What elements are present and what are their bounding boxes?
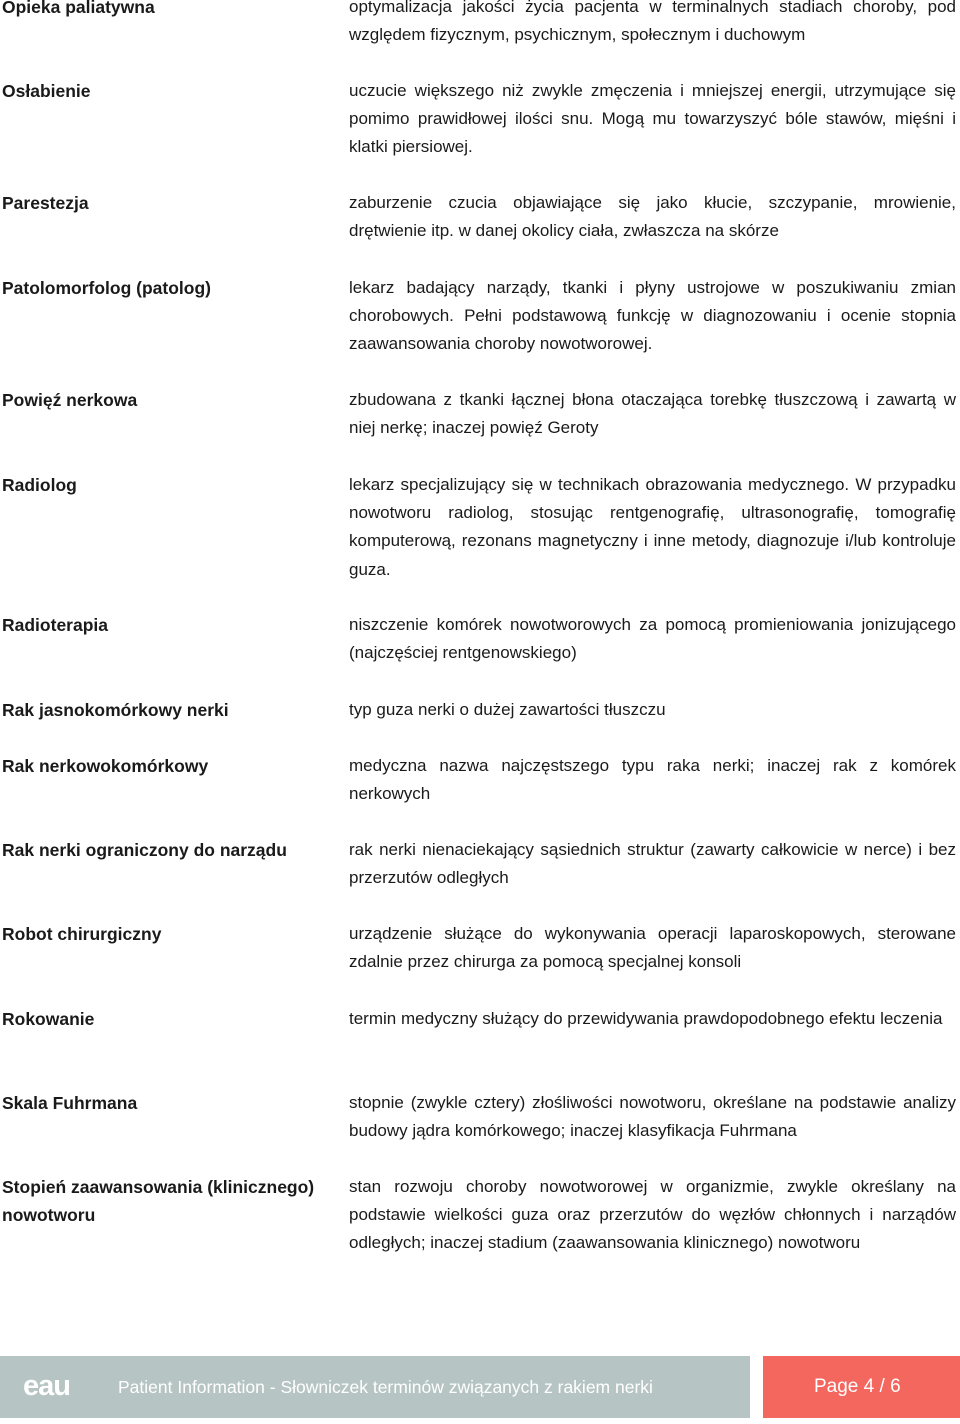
glossary-definition: stopnie (zwykle cztery) złośliwości nowotworu, określane na podstawie analizy budowy jądra komórkowego; inaczej klasyfikacja Fuhrmana <box>349 1093 956 1141</box>
footer-page-box <box>763 1356 960 1418</box>
glossary-term: Rak nerki ograniczony do narządu <box>2 840 287 860</box>
glossary-term: Radioterapia <box>2 615 108 635</box>
glossary-definition: optymalizacja jakości życia pacjenta w terminalnych stadiach choroby, pod względem fizycznym, psychicznym, społecznym i duchowym <box>349 0 956 45</box>
page-current: 4 <box>863 1376 875 1397</box>
glossary-term: Radiolog <box>2 475 77 495</box>
glossary-definition: zaburzenie czucia objawiające się jako kłucie, szczypanie, mrowienie, drętwienie itp. w danej okolicy ciała, zwłaszcza na skórze <box>349 193 956 241</box>
page-footer <box>0 1356 960 1418</box>
glossary-term: Osłabienie <box>2 81 91 101</box>
glossary-term: Patolomorfolog (patolog) <box>2 278 211 298</box>
glossary-definition: medyczna nazwa najczęstszego typu raka nerki; inaczej rak z komórek nerkowych <box>349 756 956 804</box>
page-total: 6 <box>890 1376 901 1397</box>
footer-title-bar <box>0 1356 750 1418</box>
page-label: Page <box>814 1376 859 1397</box>
glossary-definition: zbudowana z tkanki łącznej błona otaczająca torebkę tłuszczową i zawartą w niej nerkę; inaczej powięź Geroty <box>349 390 956 438</box>
glossary-definition: uczucie większego niż zwykle zmęczenia i mniejszej energii, utrzymujące się pomimo prawidłowej ilości snu. Mogą mu towarzyszyć bóle stawów, mięśni i klatki piersiowej. <box>349 81 956 157</box>
glossary-term: Rokowanie <box>2 1009 95 1029</box>
page-indicator <box>814 1356 901 1418</box>
glossary-definition: rak nerki nienaciekający sąsiednich struktur (zawarty całkowicie w nerce) i bez przerzutów odległych <box>349 840 956 888</box>
footer-document-title: Patient Information - Słowniczek terminów związanych z rakiem nerki <box>118 1377 653 1397</box>
glossary-definition: lekarz badający narządy, tkanki i płyny ustrojowe w poszukiwaniu zmian chorobowych. Pełni podstawową funkcję w diagnozowaniu i ocenie stopnia zaawansowania choroby nowotworowej. <box>349 278 956 354</box>
glossary-definition: stan rozwoju choroby nowotworowej w organizmie, zwykle określany na podstawie wielkości guza oraz przerzutów do węzłów chłonnych i narządów odległych; inaczej stadium (zaawansowania klinicznego) nowotworu <box>349 1177 956 1253</box>
glossary-definition: lekarz specjalizujący się w technikach obrazowania medycznego. W przypadku nowotworu radiolog, stosując rentgenografię, ultrasonografię, tomografię komputerową, rezonans magnetyczny i inne metody, diagnozuje i/lub kontroluje guza. <box>349 475 956 579</box>
glossary-term: Robot chirurgiczny <box>2 924 162 944</box>
glossary-definition: niszczenie komórek nowotworowych za pomocą promieniowania jonizującego (najczęściej rentgenowskiego) <box>349 615 956 663</box>
glossary-term: Stopień zaawansowania (klinicznego) nowotworu <box>2 1177 315 1225</box>
glossary-term: Rak jasnokomórkowy nerki <box>2 700 229 720</box>
glossary-definition: urządzenie służące do wykonywania operacji laparoskopowych, sterowane zdalnie przez chirurga za pomocą specjalnej konsoli <box>349 924 956 972</box>
eau-logo <box>22 1370 84 1402</box>
glossary-definition: typ guza nerki o dużej zawartości tłuszczu <box>349 700 666 719</box>
glossary-term: Powięź nerkowa <box>2 390 138 410</box>
eau-logo-text: eau <box>23 1370 70 1402</box>
glossary-term: Skala Fuhrmana <box>2 1093 138 1113</box>
glossary-term: Parestezja <box>2 193 89 213</box>
page-separator: / <box>879 1376 885 1397</box>
glossary-term: Opieka paliatywna <box>2 0 155 17</box>
glossary-definition: termin medyczny służący do przewidywania prawdopodobnego efektu leczenia <box>349 1009 943 1028</box>
glossary-term: Rak nerkowokomórkowy <box>2 756 209 776</box>
